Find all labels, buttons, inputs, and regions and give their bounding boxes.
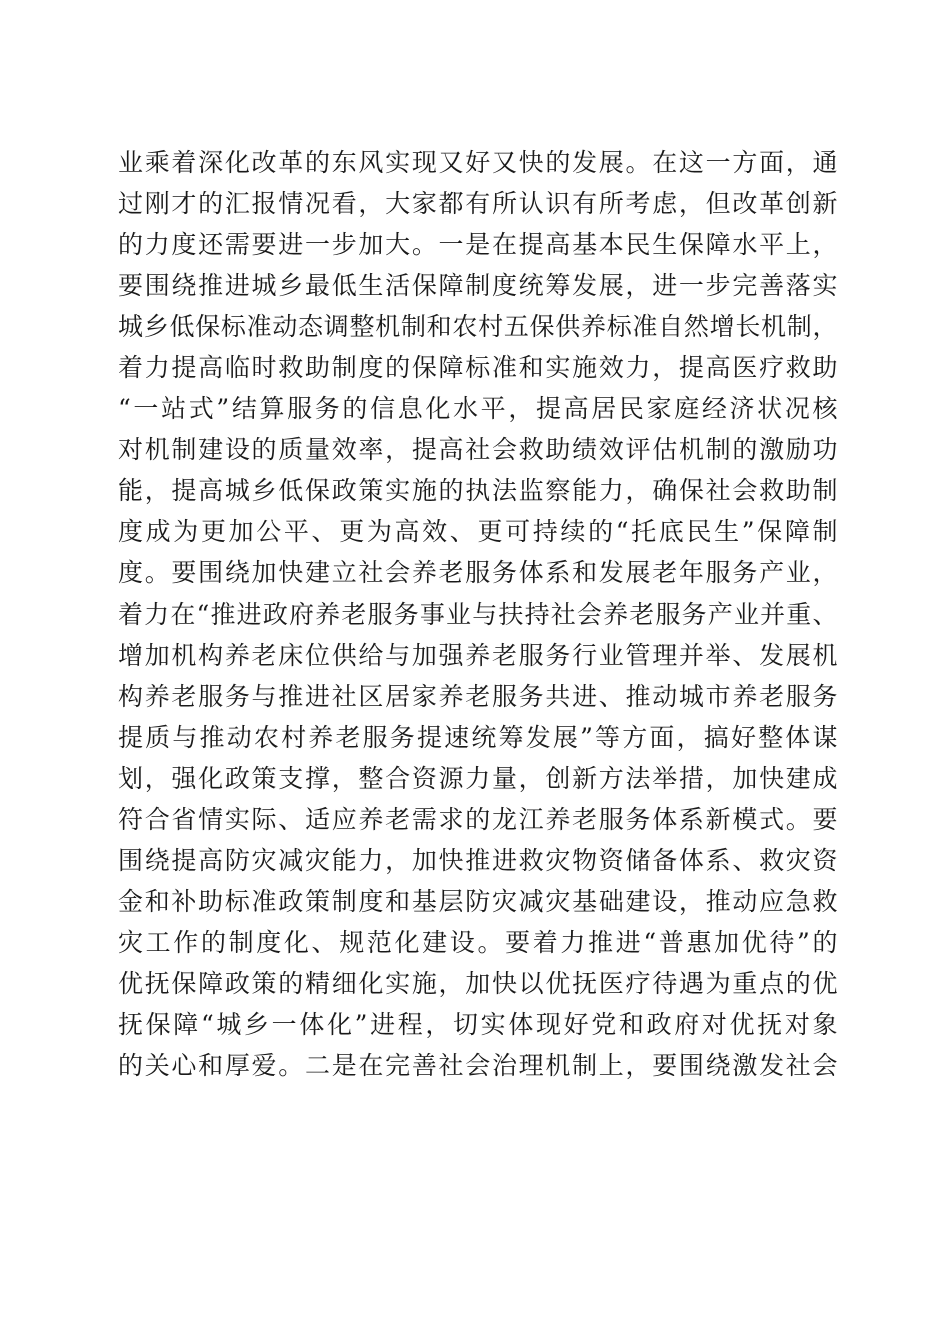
text-line: 划，强化政策支撑，整合资源力量，创新方法举措，加快建成 (118, 763, 838, 793)
text-line: 符合省情实际、适应养老需求的龙江养老服务体系新模式。要 (118, 804, 838, 834)
text-line: 度成为更加公平、更为高效、更可持续的“托底民生”保障制 (118, 517, 838, 547)
text-line: 城乡低保标准动态调整机制和农村五保供养标准自然增长机制， (118, 312, 838, 342)
text-line: 提质与推动农村养老服务提速统筹发展”等方面，搞好整体谋 (118, 722, 838, 752)
text-line: 度。要围绕加快建立社会养老服务体系和发展老年服务产业， (118, 558, 838, 588)
text-line: 业乘着深化改革的东风实现又好又快的发展。在这一方面，通 (118, 148, 838, 177)
text-line: 过刚才的汇报情况看，大家都有所认识有所考虑，但改革创新 (118, 189, 838, 219)
text-line: 优抚保障政策的精细化实施，加快以优抚医疗待遇为重点的优 (118, 968, 838, 998)
text-line: 对机制建设的质量效率，提高社会救助绩效评估机制的激励功 (118, 435, 838, 465)
text-line: 灾工作的制度化、规范化建设。要着力推进“普惠加优待”的 (118, 927, 838, 957)
text-line: 围绕提高防灾减灾能力，加快推进救灾物资储备体系、救灾资 (118, 845, 838, 875)
text-line: 着力在“推进政府养老服务事业与扶持社会养老服务产业并重、 (118, 599, 838, 629)
text-line: 要围绕推进城乡最低生活保障制度统筹发展，进一步完善落实 (118, 271, 838, 301)
text-line: 抚保障“城乡一体化”进程，切实体现好党和政府对优抚对象 (118, 1009, 838, 1039)
text-line: 金和补助标准政策制度和基层防灾减灾基础建设，推动应急救 (118, 886, 838, 916)
text-line: 能，提高城乡低保政策实施的执法监察能力，确保社会救助制 (118, 476, 838, 506)
body-text (118, 142, 838, 1086)
text-line: 构养老服务与推进社区居家养老服务共进、推动城市养老服务 (118, 681, 838, 711)
text-line: 增加机构养老床位供给与加强养老服务行业管理并举、发展机 (118, 640, 838, 670)
text-line: 的关心和厚爱。二是在完善社会治理机制上，要围绕激发社会 (118, 1051, 838, 1081)
text-line: 的力度还需要进一步加大。一是在提高基本民生保障水平上， (118, 230, 838, 260)
text-line: 着力提高临时救助制度的保障标准和实施效力，提高医疗救助 (118, 353, 838, 383)
text-line: “一站式”结算服务的信息化水平，提高居民家庭经济状况核 (118, 394, 838, 424)
